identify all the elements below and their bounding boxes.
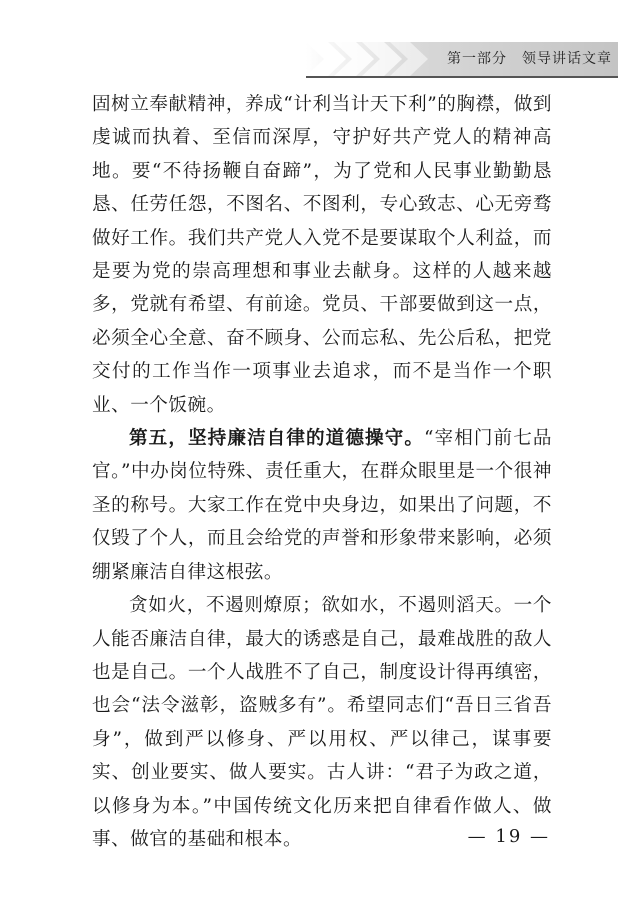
- paragraph-2-text: “宰相门前七品官。”中办岗位特殊、责任重大，在群众眼里是一个很神圣的称号。大家工作在党中央身边，如果出了问题，不仅毁了个人，而且会给党的声誉和形象带来影响，必须绷紧廉洁自律这根弦。: [92, 428, 552, 583]
- article-body: [92, 88, 552, 856]
- paragraph-3: 贪如火，不遏则燎原；欲如水，不遏则滔天。一个人能否廉洁自律，最大的诱惑是自己，最难战胜的敌人也是自己。一个人战胜不了自己，制度设计得再缜密，也会“法令滋彰，盗贼多有”。希望同志们“吾日三省吾身”，做到严以修身、严以用权、严以律己，谋事要实、创业要实、做人要实。古人讲：“君子为政之道，以修身为本。”中国传统文化历来把自律看作做人、做事、做官的基础和根本。: [92, 595, 552, 850]
- section-title: 第一部分 领导讲话文章: [447, 51, 612, 67]
- header-rule: [306, 76, 618, 78]
- page-number: — 19 —: [467, 826, 550, 847]
- paragraph-2: [92, 422, 552, 589]
- paragraph-1: 固树立奉献精神，养成“计利当计天下利”的胸襟，做到虔诚而执着、至信而深厚，守护好共产党人的精神高地。要“不待扬鞭自奋蹄”，为了党和人民事业勤勤恳恳、任劳任怨，不图名、不图利，专心致志、心无旁骛做好工作。我们共产党人入党不是要谋取个人利益，而是要为党的崇高理想和事业去献身。这样的人越来越多，党就有希望、有前途。党员、干部要做到这一点，必须全心全意、奋不顾身、公而忘私、先公后私，把党交付的工作当作一项事业去追求，而不是当作一个职业、一个饭碗。: [92, 94, 552, 416]
- paragraph-2-heading: 第五，坚持廉洁自律的道德操守。: [129, 428, 424, 450]
